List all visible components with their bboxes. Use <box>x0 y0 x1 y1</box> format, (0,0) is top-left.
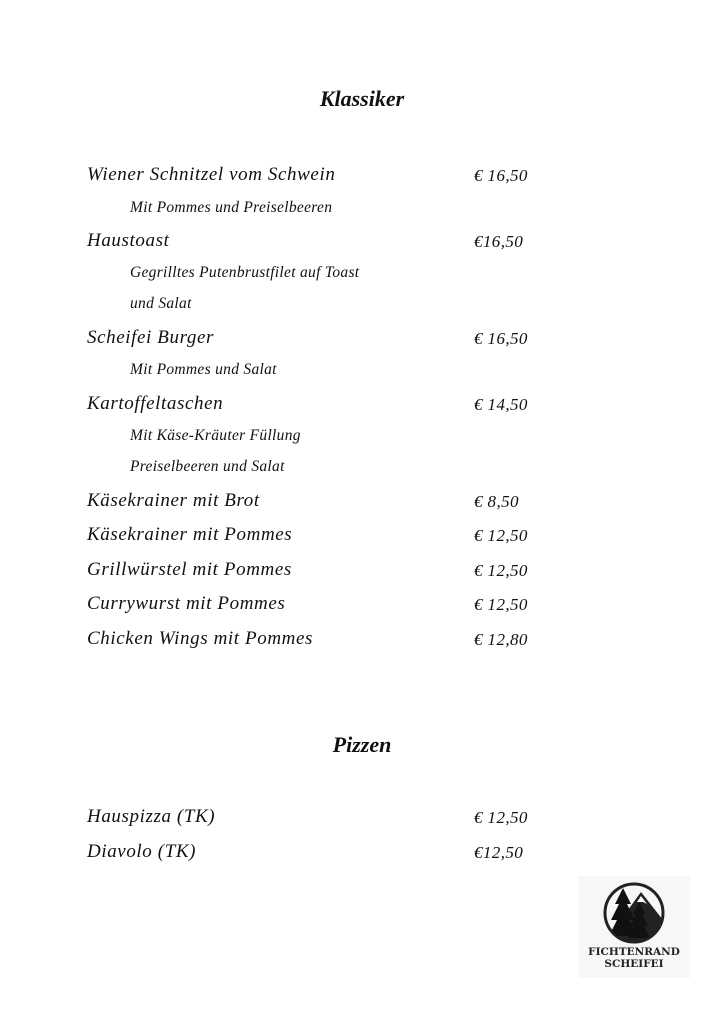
menu-item-price: €12,50 <box>474 843 524 862</box>
section-title-klassiker: Klassiker <box>319 86 405 111</box>
menu-item-name: Grillwürstel mit Pommes <box>87 559 292 580</box>
logo-text-line2: SCHEIFEI <box>604 958 664 970</box>
menu-item-name: Käsekrainer mit Pommes <box>87 524 293 545</box>
menu-item-name: Käsekrainer mit Brot <box>87 490 260 511</box>
section-title-pizzen: Pizzen <box>332 732 392 757</box>
menu-item-price: €16,50 <box>474 232 524 251</box>
menu-item-description: und Salat <box>130 295 192 312</box>
menu-item-name: Wiener Schnitzel vom Schwein <box>87 164 336 185</box>
menu-item-price: € 16,50 <box>474 166 528 185</box>
menu-item-name: Haustoast <box>87 230 170 251</box>
menu-item-price: € 12,50 <box>474 561 528 580</box>
menu-item-price: € 12,50 <box>474 595 528 614</box>
restaurant-logo <box>578 876 690 978</box>
menu-item-price: € 12,50 <box>474 526 528 545</box>
menu-item-description: Gegrilltes Putenbrustfilet auf Toast <box>130 264 360 281</box>
menu-item-name: Hauspizza (TK) <box>87 806 216 827</box>
menu-item-name: Diavolo (TK) <box>87 841 197 862</box>
menu-item-description: Mit Pommes und Salat <box>130 361 277 378</box>
logo-text-line1: FICHTENRAND <box>588 946 680 958</box>
menu-item-description: Mit Pommes und Preiselbeeren <box>130 199 333 216</box>
menu-item-price: € 12,80 <box>474 630 528 649</box>
menu-item-price: € 12,50 <box>474 808 528 827</box>
mountain-forest-icon <box>601 880 667 946</box>
menu-item-name: Chicken Wings mit Pommes <box>87 628 314 649</box>
menu-item-description: Preiselbeeren und Salat <box>130 458 285 475</box>
menu-item-price: € 16,50 <box>474 329 528 348</box>
menu-item-name: Kartoffeltaschen <box>87 393 224 414</box>
menu-item-name: Currywurst mit Pommes <box>87 593 286 614</box>
menu-item-price: € 8,50 <box>474 492 519 511</box>
menu-item-description: Mit Käse-Kräuter Füllung <box>130 427 301 444</box>
menu-item-price: € 14,50 <box>474 395 528 414</box>
menu-item-name: Scheifei Burger <box>87 327 215 348</box>
